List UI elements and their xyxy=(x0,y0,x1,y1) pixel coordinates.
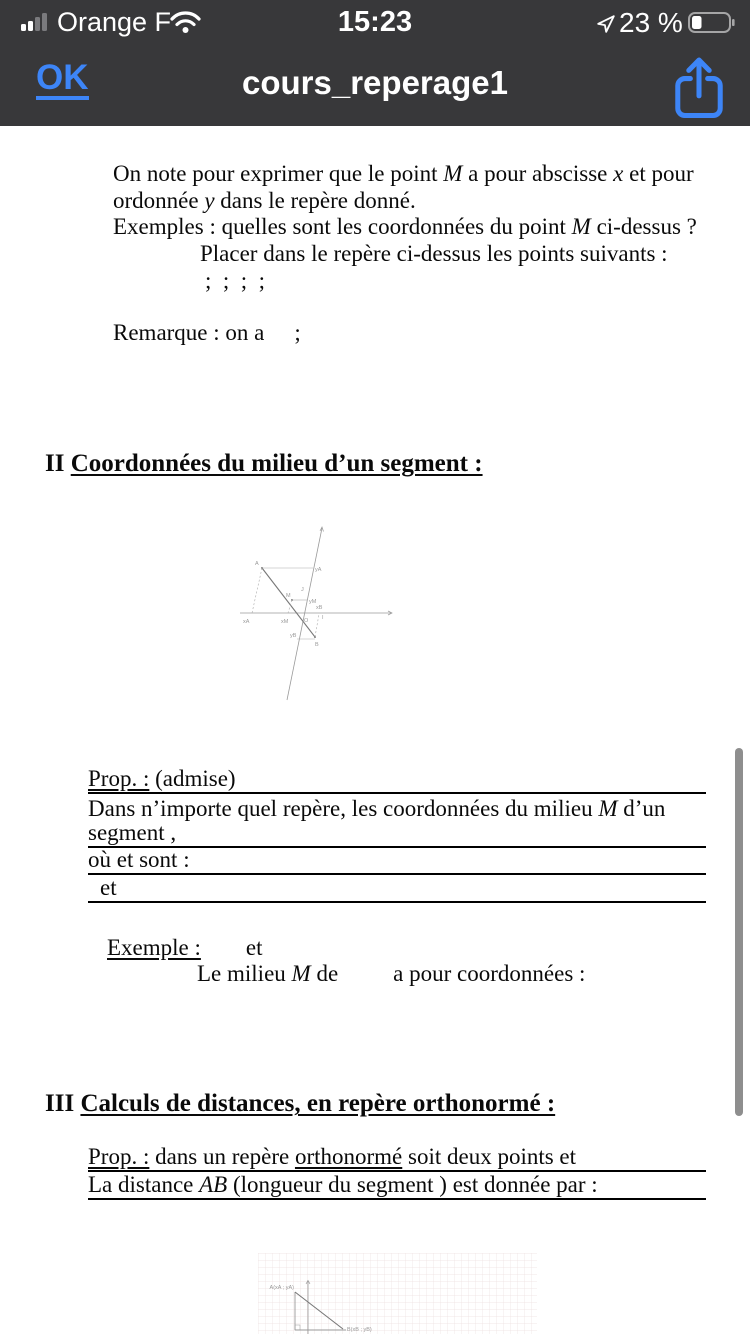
battery-icon xyxy=(688,12,735,33)
triangle-b-label: B(xB ; yB) xyxy=(347,1327,372,1333)
xb-label: xB xyxy=(316,605,323,611)
midpoint-diagram xyxy=(238,520,398,706)
section-ii-heading: II Coordonnées du milieu d’un segment : xyxy=(45,450,483,477)
prop1-text-row1: Dans n’importe quel repère, les coordonnées du milieu M d’un xyxy=(88,796,666,821)
point-m-label: M xyxy=(286,593,291,599)
remarque-line: Remarque : on a ; xyxy=(113,320,301,345)
share-icon xyxy=(672,55,726,121)
triangle-a-label: A(xA ; yA) xyxy=(269,1285,294,1291)
status-time: 15:23 xyxy=(337,6,413,38)
prop1-text-row3: où et sont : xyxy=(88,847,706,875)
point-b-label: B xyxy=(315,642,319,648)
origin-label: O xyxy=(304,618,309,624)
distance-diagram xyxy=(258,1253,537,1334)
yb-label: yB xyxy=(290,633,297,639)
location-arrow-icon xyxy=(595,13,617,35)
paragraph-placer-line: Placer dans le repère ci-dessus les points suivants : xyxy=(200,241,668,266)
ok-button[interactable]: OK xyxy=(36,60,89,100)
share-button[interactable] xyxy=(672,55,726,121)
exemple-heading-line: Exemple : et xyxy=(107,935,263,960)
prop1-text-row2: segment , xyxy=(88,820,706,848)
carrier-label: Orange F xyxy=(57,7,172,37)
semicolon-blanks-line: ; ; ; ; xyxy=(205,268,266,293)
xm-label: xM xyxy=(281,619,289,625)
point-i-label: I xyxy=(322,615,324,621)
paragraph-note-line1: On note pour exprimer que le point M a pour abscisse x et pour xyxy=(113,161,694,186)
paragraph-note-line2: ordonnée y dans le repère donné. xyxy=(113,188,416,213)
prop2-text-row2: La distance AB (longueur du segment ) est donnée par : xyxy=(88,1172,706,1200)
ym-label: yM xyxy=(309,599,317,605)
prop1-text-row4: et xyxy=(88,875,706,903)
point-j-label: J xyxy=(301,587,304,593)
prop1-title-row: Prop. : (admise) xyxy=(88,766,706,794)
section-iii-heading: III Calculs de distances, en repère orthonormé : xyxy=(45,1090,556,1117)
exemple-text-line: Le milieu M de a pour coordonnées : xyxy=(197,961,586,986)
battery-percent-label: 23 % xyxy=(619,7,683,38)
xa-label: xA xyxy=(243,619,250,625)
point-a-label: A xyxy=(255,561,259,567)
ya-label: yA xyxy=(315,567,322,573)
header-bar xyxy=(0,0,750,126)
document-title: cours_reperage1 xyxy=(242,64,508,101)
paragraph-examples-line: Exemples : quelles sont les coordonnées du point M ci-dessus ? xyxy=(113,214,697,239)
scrollbar-thumb[interactable] xyxy=(735,748,743,1116)
prop2-text-row1: Prop. : dans un repère orthonormé soit deux points et xyxy=(88,1144,706,1172)
